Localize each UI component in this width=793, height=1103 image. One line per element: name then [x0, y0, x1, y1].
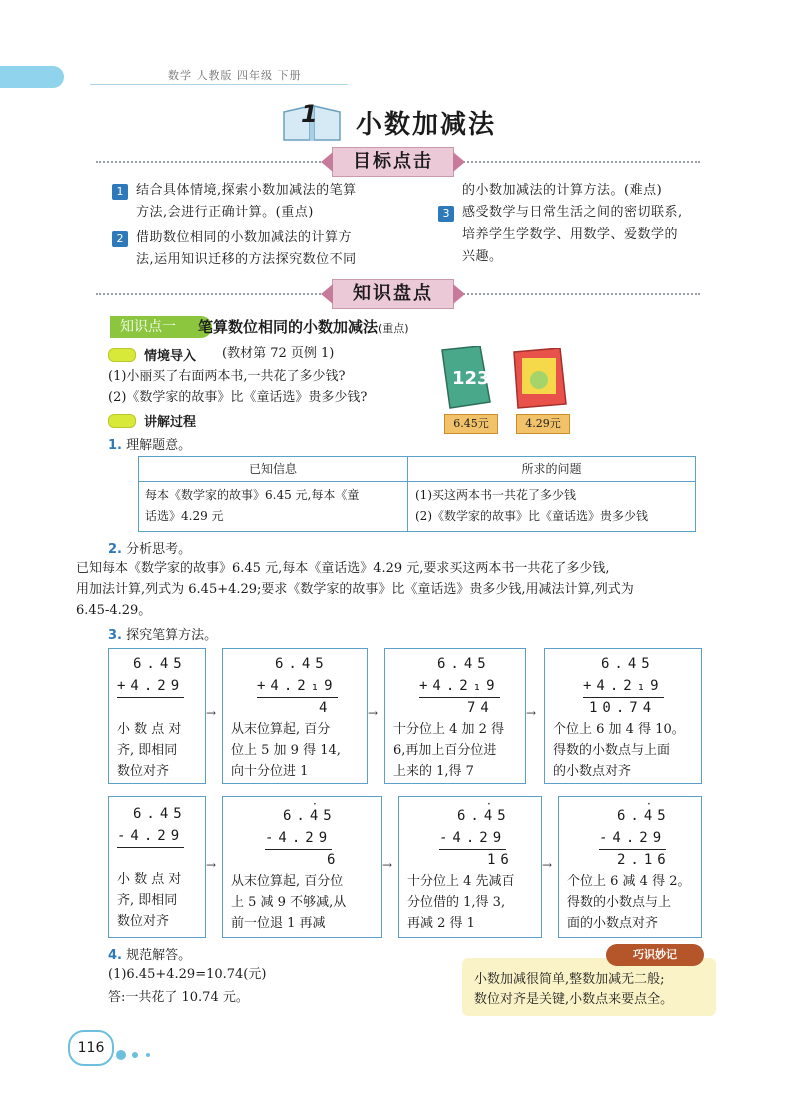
box-explanation: [553, 719, 685, 782]
calc-result: 6: [327, 852, 341, 868]
expl-line: 从末位算起, 百分位: [231, 874, 344, 889]
expl-line: 上 5 减 9 不够减,从: [231, 895, 347, 910]
chapter-number: 1: [301, 100, 318, 128]
header-rule: [90, 84, 348, 85]
calc-top: 6.45: [437, 656, 491, 672]
expl-line: 数位对齐: [117, 914, 170, 929]
scenario-q2: (2)《数学家的故事》比《童话选》贵多少钱?: [108, 390, 368, 405]
step-text: 规范解答。: [126, 948, 192, 963]
expl-line: 十分位上 4 先减百: [407, 874, 515, 889]
calc-operand: +4.2₁9: [419, 675, 500, 698]
table-divider: [407, 481, 408, 531]
expl-line: 上来的 1,得 7: [393, 764, 474, 779]
goal-line: 培养学生学数学、用数学、爱数学的: [462, 227, 679, 242]
math-book-icon: [438, 346, 494, 410]
calc-top: 6.45: [133, 806, 187, 822]
analysis-line: 用加法计算,列式为 6.45+4.29;要求《数学家的故事》比《童话选》贵多少钱,用减法计算,列式为: [76, 582, 634, 597]
step-1: [108, 434, 191, 453]
page-number: 116: [68, 1030, 114, 1066]
expl-line: 小 数 点 对: [117, 722, 182, 737]
goal-item: [136, 180, 357, 224]
goal-line: 感受数学与日常生活之间的密切联系,: [462, 205, 683, 220]
expl-line: 个位上 6 减 4 得 2。: [567, 874, 691, 889]
goal-line: 的小数加减法的计算方法。(难点): [462, 183, 663, 198]
step-text: 探究笔算方法。: [126, 628, 218, 643]
goal-line: 方法,会进行正确计算。(重点): [136, 205, 314, 220]
step-number: 3.: [108, 628, 122, 643]
step-text: 理解题意。: [126, 438, 192, 453]
analysis-line: 已知每本《数学家的故事》6.45 元,每本《童话选》4.29 元,要求买这两本书一共花了多少钱,: [76, 561, 610, 576]
price-tag: 4.29元: [516, 414, 570, 434]
step-4: [108, 944, 191, 963]
step-number: 1.: [108, 438, 122, 453]
expl-line: 齐, 即相同: [117, 893, 178, 908]
knowledge-banner: 知识盘点: [332, 279, 454, 309]
table-header: 已知信息: [139, 457, 408, 482]
knowledge-point-label: 知识点一: [110, 316, 212, 338]
expl-line: 从末位算起, 百分: [231, 722, 331, 737]
scenario-q1: (1)小丽买了右面两本书,一共花了多少钱?: [108, 369, 346, 384]
box-explanation: [117, 869, 181, 932]
goal-item: [136, 227, 357, 271]
goal-line: 法,运用知识迁移的方法探究数位不同: [136, 252, 357, 267]
info-table: [138, 456, 696, 532]
calc-operand: +4.2₁9: [257, 675, 338, 698]
expl-line: 齐, 即相同: [117, 743, 178, 758]
addition-box: [108, 648, 206, 784]
expl-line: 得数的小数点与上: [567, 895, 672, 910]
calc-top: 6.45: [457, 808, 511, 824]
goal-item: [462, 202, 683, 268]
goal-line: 兴趣。: [462, 249, 503, 264]
step-number: 2.: [108, 542, 122, 557]
calc-operand: -4.29: [599, 827, 666, 850]
expl-line: 十分位上 4 加 2 得: [393, 722, 505, 737]
expl-line: 得数的小数点与上面: [553, 743, 671, 758]
tip-badge: 巧识妙记: [606, 944, 704, 966]
calc-result: 10.74: [589, 700, 657, 716]
kp-tag: (重点): [378, 322, 409, 335]
box-explanation: [231, 871, 346, 934]
calc-result: 2.16: [617, 852, 671, 868]
running-header: 数学 人教版 四年级 下册: [168, 69, 302, 82]
subtraction-box: [108, 796, 206, 938]
expl-line: 小 数 点 对: [117, 872, 182, 887]
process-title: 讲解过程: [144, 415, 197, 430]
subtraction-box: [558, 796, 702, 938]
arrow-icon: →: [526, 706, 537, 720]
decor-dot: [146, 1053, 150, 1057]
table-cell-question: [415, 485, 648, 527]
expl-line: 分位借的 1,得 3,: [407, 895, 506, 910]
goal-number: 1: [112, 184, 128, 200]
table-header: 所求的问题: [408, 457, 695, 482]
addition-box: [384, 648, 526, 784]
storybook-icon: [510, 348, 570, 410]
borrow-dot: ·: [647, 797, 651, 811]
arrow-icon: →: [542, 858, 553, 872]
table-cell-known: [145, 485, 359, 527]
arrow-icon: →: [382, 858, 393, 872]
scenario-ref: (教材第 72 页例 1): [222, 346, 335, 361]
decor-dot: [132, 1052, 138, 1058]
goal-line: 借助数位相同的小数加减法的计算方: [136, 230, 353, 245]
answer-sentence: 答:一共花了 10.74 元。: [108, 990, 249, 1005]
step-number: 4.: [108, 948, 122, 963]
calc-top: 6.45: [283, 808, 337, 824]
step-text: 分析思考。: [126, 542, 192, 557]
calc-result: 74: [467, 700, 494, 716]
arrow-icon: →: [368, 706, 379, 720]
expl-line: 的小数点对齐: [553, 764, 632, 779]
header-tab: [0, 66, 64, 88]
calc-operand: +4.2₁9: [583, 675, 664, 698]
expl-line: 再减 2 得 1: [407, 916, 475, 931]
cell-line: (1)买这两本书一共花了多少钱: [415, 488, 576, 502]
answer-equation: (1)6.45+4.29=10.74(元): [108, 967, 267, 982]
bulb-icon: [108, 414, 136, 428]
expl-line: 向十分位进 1: [231, 764, 309, 779]
cell-line: 每本《数学家的故事》6.45 元,每本《童: [145, 488, 360, 502]
calc-top: 6.45: [617, 808, 671, 824]
step-3: [108, 624, 217, 643]
borrow-dot: ·: [313, 797, 317, 811]
calc-result: 4: [319, 700, 333, 716]
bulb-icon: [108, 348, 136, 362]
cell-line: 话选》4.29 元: [145, 509, 224, 523]
goal-number: 2: [112, 231, 128, 247]
expl-line: 6,再加上百分位进: [393, 743, 497, 758]
price-tag: 6.45元: [444, 414, 498, 434]
calc-operand: +4.29: [117, 675, 184, 698]
box-explanation: [393, 719, 504, 782]
calc-result: 16: [487, 852, 514, 868]
calc-top: 6.45: [275, 656, 329, 672]
chapter-title: 小数加减法: [356, 110, 497, 140]
goals-banner: 目标点击: [332, 147, 454, 177]
knowledge-point-title: [198, 316, 409, 337]
calc-operand: -4.29: [117, 825, 184, 848]
mnemonic-tip: [462, 958, 716, 1016]
analysis-line: 6.45-4.29。: [76, 603, 152, 618]
analysis-text: [76, 558, 716, 621]
addition-box: [222, 648, 368, 784]
addition-box: [544, 648, 702, 784]
svg-text:123: 123: [452, 368, 490, 389]
box-explanation: [117, 719, 181, 782]
expl-line: 个位上 6 加 4 得 10。: [553, 722, 685, 737]
goal-line: 结合具体情境,探索小数加减法的笔算: [136, 183, 357, 198]
box-explanation: [567, 871, 690, 934]
arrow-icon: →: [206, 858, 217, 872]
tip-line: 小数加减很简单,整数加减无二般;: [474, 972, 665, 987]
step-2: [108, 538, 191, 557]
expl-line: 前一位退 1 再减: [231, 916, 326, 931]
goal-number: 3: [438, 206, 454, 222]
scenario-title: 情境导入: [144, 349, 197, 364]
calc-top: 6.45: [601, 656, 655, 672]
arrow-icon: →: [206, 706, 217, 720]
calc-operand: -4.29: [265, 827, 332, 850]
expl-line: 面的小数点对齐: [567, 916, 659, 931]
box-explanation: [407, 871, 515, 934]
decor-dot: [116, 1050, 126, 1060]
subtraction-box: [398, 796, 542, 938]
expl-line: 位上 5 加 9 得 14,: [231, 743, 341, 758]
expl-line: 数位对齐: [117, 764, 170, 779]
subtraction-box: [222, 796, 382, 938]
box-explanation: [231, 719, 341, 782]
goal-item: [462, 180, 662, 202]
borrow-dot: ·: [487, 797, 491, 811]
calc-operand: -4.29: [439, 827, 506, 850]
cell-line: (2)《数学家的故事》比《童话选》贵多少钱: [415, 509, 648, 523]
tip-line: 数位对齐是关键,小数点来要点全。: [474, 992, 674, 1007]
kp-title-text: 笔算数位相同的小数加减法: [198, 318, 379, 336]
calc-top: 6.45: [133, 656, 187, 672]
